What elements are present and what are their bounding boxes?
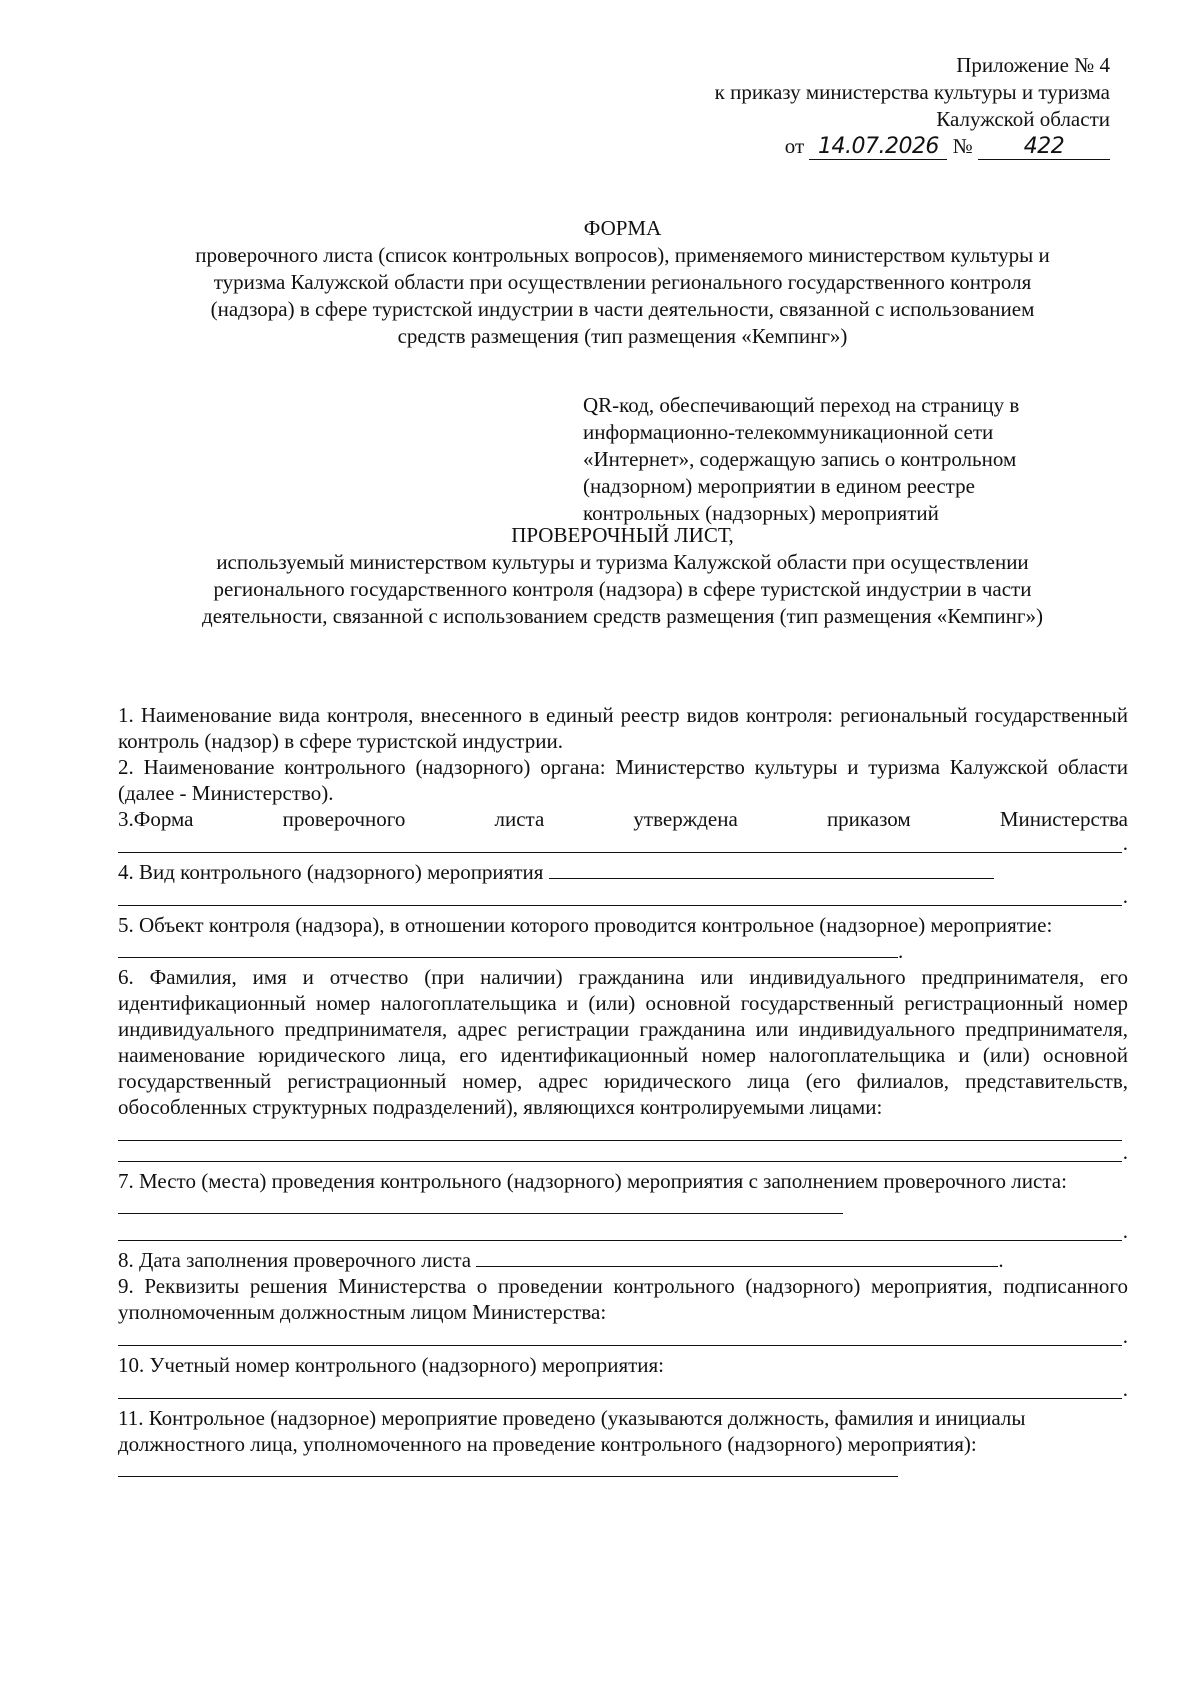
item-3: [118, 806, 1128, 832]
handwritten-date: 14.07.2026: [809, 135, 947, 160]
item-2: 2. Наименование контрольного (надзорного) органа: Министерство культуры и туризма Калужской области (далее - Министерство).: [118, 755, 1128, 805]
item-6: 6. Фамилия, имя и отчество (при наличии) гражданина или индивидуального предпринимателя, его идентификационный номер налогоплательщика и (или) основной государственный регистрационный номер индивидуального предпринимателя, адрес регистрации гражданина или индивидуального предпринимателя, наименование юридического лица, его идентификационный номер налогоплательщика и (или) основной государственный регистрационный номер, адрес юридического лица (его филиалов, представительств, обособленных структурных подразделений), являющихся контролируемыми лицами:: [118, 965, 1128, 1119]
annex-region: Калужской области: [936, 107, 1110, 131]
item-8-label: 8. Дата заполнения проверочного листа: [118, 1248, 472, 1272]
qr-note-line-3: «Интернет», содержащую запись о контрольном: [583, 447, 1017, 471]
item-4-fill-line-2[interactable]: [118, 884, 1128, 908]
item-11-label: 11. Контрольное (надзорное) мероприятие проведено (указываются должность, фамилия и инициалы должностного лица, уполномоченного на проведение контрольного (надзорного) мероприятия):: [118, 1406, 1026, 1456]
checklist-title-block: [115, 522, 1130, 630]
item-3-period: .: [1122, 831, 1128, 855]
item-6-period: .: [1122, 1140, 1128, 1164]
item-7-fill-line-2[interactable]: [118, 1219, 1128, 1243]
item-8: [118, 1247, 1128, 1273]
item-10-fill-line[interactable]: [118, 1377, 1128, 1401]
item-7-label: 7. Место (места) проведения контрольного (надзорного) мероприятия с заполнением проверочного листа:: [118, 1169, 1067, 1193]
item-9-period: .: [1122, 1324, 1128, 1348]
item-3-word-6: Министерства: [999, 807, 1128, 831]
item-9-fill-line[interactable]: [118, 1324, 1128, 1348]
item-7-fill-line[interactable]: [118, 1194, 843, 1214]
item-8-period: .: [998, 1248, 1004, 1272]
item-8-fill-line[interactable]: [476, 1247, 998, 1267]
item-3-word-2: проверочного: [282, 807, 406, 831]
qr-note-line-5: контрольных (надзорных) мероприятий: [583, 501, 939, 525]
item-6-fill-line-2[interactable]: [118, 1140, 1128, 1164]
annex-order-ref: к приказу министерства культуры и туризма: [714, 80, 1110, 104]
item-3-word-1: 3.Форма: [118, 807, 194, 831]
item-3-word-3: листа: [494, 807, 545, 831]
checklist-title: ПРОВЕРОЧНЫЙ ЛИСТ,: [511, 523, 734, 547]
checklist-subtitle-line-2: регионального государственного контроля (надзора) в сфере туристской индустрии в части: [213, 577, 1032, 601]
from-label: от: [784, 134, 805, 158]
order-date-number-row: [715, 133, 1110, 160]
form-title-block: [115, 215, 1130, 350]
item-4: [118, 859, 1128, 885]
item-10: 10. Учетный номер контрольного (надзорного) мероприятия:: [118, 1353, 665, 1377]
item-3-fill-line[interactable]: [118, 831, 1128, 855]
checklist-items: [118, 702, 1128, 1483]
form-title: ФОРМА: [583, 216, 662, 240]
item-11-fill-line[interactable]: [118, 1457, 898, 1477]
checklist-subtitle-line-3: деятельности, связанной с использованием средств размещения (тип размещения «Кемпинг»): [202, 604, 1043, 628]
qr-code-note: [583, 392, 1103, 527]
item-10-period: .: [1122, 1377, 1128, 1401]
qr-note-line-1: QR-код, обеспечивающий переход на страницу в: [583, 393, 1020, 417]
checklist-subtitle-line-1: используемый министерством культуры и туризма Калужской области при осуществлении: [216, 550, 1029, 574]
item-11: [118, 1405, 1128, 1483]
form-subtitle-line-2: туризма Калужской области при осуществлении регионального государственного контроля: [213, 270, 1032, 294]
item-1: 1. Наименование вида контроля, внесенного в единый реестр видов контроля: региональный государственный контроль (надзор) в сфере туристской индустрии.: [118, 703, 1128, 753]
item-7-period: .: [1122, 1219, 1128, 1243]
annex-number: Приложение № 4: [956, 53, 1110, 77]
qr-note-line-2: информационно-телекоммуникационной сети: [583, 420, 994, 444]
item-4-fill-line[interactable]: [549, 859, 994, 879]
form-subtitle-line-4: средств размещения (тип размещения «Кемпинг»): [397, 324, 848, 348]
handwritten-order-number: 422: [978, 135, 1110, 160]
item-5: [118, 912, 1128, 964]
annex-header: [715, 52, 1110, 160]
item-6-fill-line-1[interactable]: [118, 1120, 1122, 1141]
item-4-label: 4. Вид контрольного (надзорного) мероприятия: [118, 860, 544, 884]
item-7: [118, 1168, 1128, 1220]
number-label: №: [952, 134, 973, 158]
item-3-word-5: приказом: [826, 807, 911, 831]
item-5-fill-line[interactable]: [118, 938, 898, 958]
item-5-period: .: [898, 939, 904, 963]
form-subtitle-line-3: (надзора) в сфере туристской индустрии в части деятельности, связанной с использованием: [210, 297, 1035, 321]
item-5-label: 5. Объект контроля (надзора), в отношении которого проводится контрольное (надзорное) мероприятие:: [118, 913, 1053, 937]
form-subtitle-line-1: проверочного листа (список контрольных вопросов), применяемого министерством культуры и: [195, 243, 1050, 267]
item-9: 9. Реквизиты решения Министерства о проведении контрольного (надзорного) мероприятия, подписанного уполномоченным должностным лицом Министерства:: [118, 1274, 1128, 1324]
item-3-word-4: утверждена: [633, 807, 738, 831]
qr-note-line-4: (надзорном) мероприятии в едином реестре: [583, 474, 975, 498]
item-4-period: .: [1122, 884, 1128, 908]
